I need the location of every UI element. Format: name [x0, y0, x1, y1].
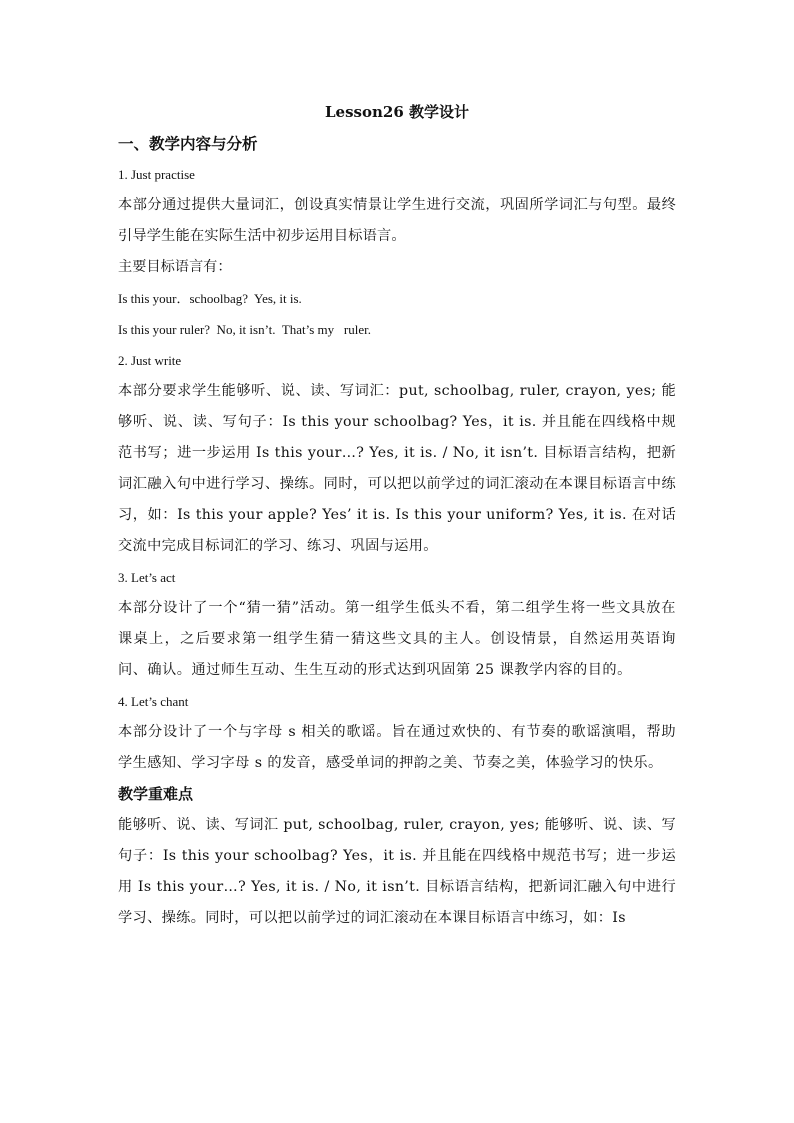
example-sentence-1: Is this your．schoolbag? Yes, it is.	[118, 291, 302, 306]
subheading-just-write: 2. Just write	[118, 353, 182, 368]
example-sentence-2: Is this your ruler? No, it isn’t. That’s my ruler.	[118, 322, 371, 337]
paragraph-lets-act: 本部分设计了一个“猜一猜”活动。第一组学生低头不看，第二组学生将一些文具放在课桌上，之后要求第一组学生猜一猜这些文具的主人。创设情景，自然运用英语询问、确认。通过师生互动、生生互动的形式达到巩固第 25 课教学内容的目的。	[118, 600, 676, 678]
section-heading-content-analysis: 一、教学内容与分析	[118, 134, 258, 153]
paragraph-just-practise: 本部分通过提供大量词汇，创设真实情景让学生进行交流，巩固所学词汇与句型。最终引导学生能在实际生活中初步运用目标语言。	[118, 197, 676, 244]
document-title: Lesson26 教学设计	[325, 103, 469, 121]
section-heading-key-points: 教学重难点	[118, 785, 194, 803]
subheading-lets-chant: 4. Let’s chant	[118, 694, 189, 709]
document-page	[118, 98, 676, 934]
subheading-just-practise: 1. Just practise	[118, 167, 195, 182]
paragraph-key-points: 能够听、说、读、写词汇 put, schoolbag, ruler, crayon, yes; 能够听、说、读、写句子：Is this your schoolbag? Yes，it is. 并且能在四线格中规范书写；进一步运用 Is this your…? Yes, it is. / No, it isn’t. 目标语言结构，把新词汇融入句中进行学习、操练。同时，可以把以前学过的词汇滚动在本课目标语言中练习，如：Is	[118, 817, 676, 926]
target-language-label: 主要目标语言有：	[118, 259, 232, 275]
paragraph-just-write: 本部分要求学生能够听、说、读、写词汇：put, schoolbag, ruler, crayon, yes; 能够听、说、读、写句子：Is this your schoolbag? Yes，it is. 并且能在四线格中规范书写；进一步运用 Is this your…? Yes, it is. / No, it isn’t. 目标语言结构，把新词汇融入句中进行学习、操练。同时，可以把以前学过的词汇滚动在本课目标语言中练习，如：Is this your apple? Yes’ it is. Is this your uniform? Yes, it is. 在对话交流中完成目标词汇的学习、练习、巩固与运用。	[118, 383, 676, 554]
subheading-lets-act: 3. Let’s act	[118, 570, 176, 585]
paragraph-lets-chant: 本部分设计了一个与字母 s 相关的歌谣。旨在通过欢快的、有节奏的歌谣演唱，帮助学生感知、学习字母 s 的发音，感受单词的押韵之美、节奏之美，体验学习的快乐。	[118, 724, 676, 771]
